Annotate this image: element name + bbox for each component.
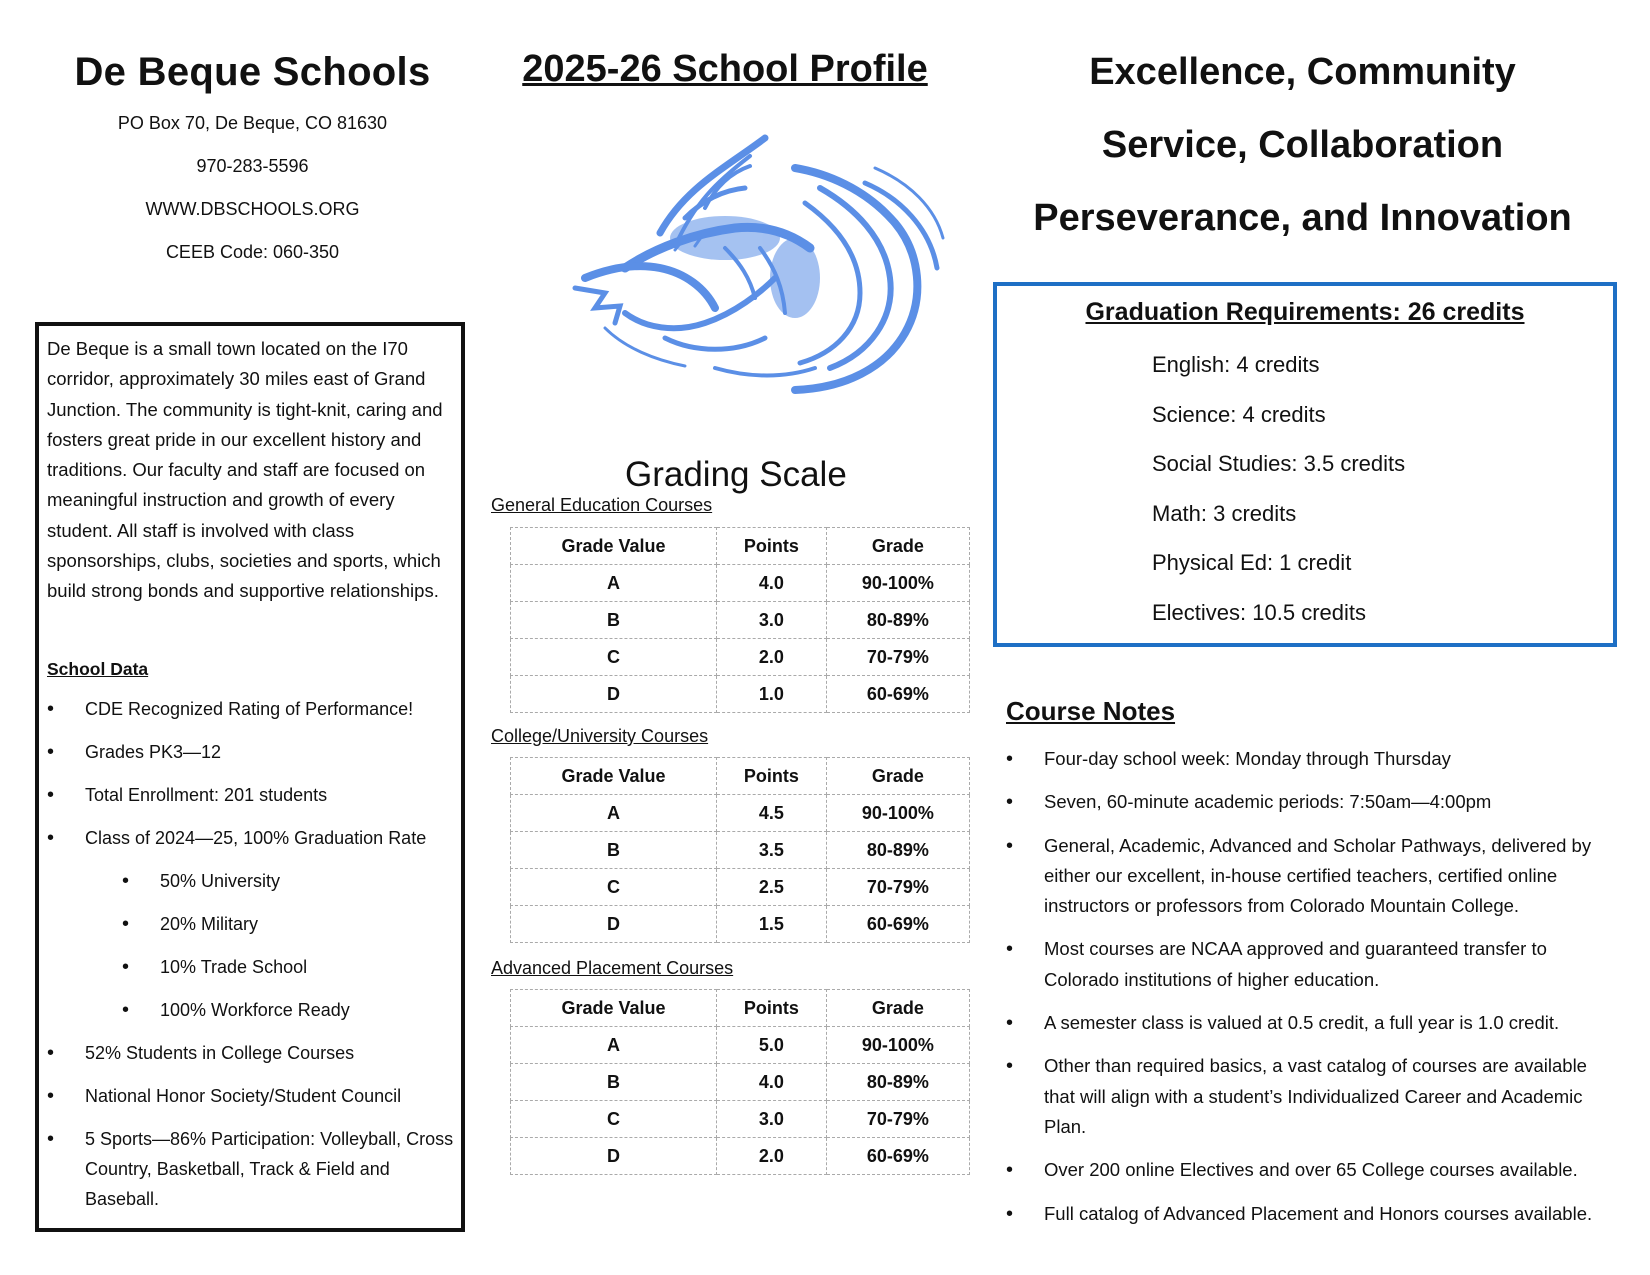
table-cell: A: [511, 1027, 717, 1064]
table-cell: 2.0: [716, 639, 826, 676]
requirement-item: Social Studies: 3.5 credits: [1152, 451, 1406, 476]
table-cell: 60-69%: [826, 1138, 969, 1175]
table-header-row: [511, 990, 970, 1027]
table-cell: 80-89%: [826, 602, 969, 639]
school-data-list: [47, 694, 455, 1214]
table-cell: 90-100%: [826, 795, 969, 832]
school-data-item: • Class of 2024—25, 100% Graduation Rate: [47, 823, 455, 853]
table-cell: A: [511, 795, 717, 832]
course-note: • Full catalog of Advanced Placement and Honors courses available.: [1006, 1199, 1606, 1229]
table-cell: 3.0: [716, 602, 826, 639]
table-cell: C: [511, 1101, 717, 1138]
school-data-item: • Total Enrollment: 201 students: [47, 780, 455, 810]
table-cell: D: [511, 676, 717, 713]
table-cell: 80-89%: [826, 1064, 969, 1101]
header-points: Points: [716, 758, 826, 795]
header-grade-value: Grade Value: [511, 990, 717, 1027]
table-header-row: [511, 758, 970, 795]
grading-table-ap: [510, 989, 970, 1175]
table-row: [511, 1101, 970, 1138]
school-data-item: • CDE Recognized Rating of Performance!: [47, 694, 455, 724]
about-box: [35, 322, 465, 1232]
course-note: • Other than required basics, a vast catalog of courses are available that will align with a student’s Individualized Career and Academic Plan.: [1006, 1051, 1606, 1142]
school-website: WWW.DBSCHOOLS.ORG: [145, 199, 360, 219]
table-cell: 1.5: [716, 906, 826, 943]
dragon-logo-icon: [565, 128, 945, 398]
about-text: De Beque is a small town located on the I70 corridor, approximately 30 miles east of Grand Junction. The community is tight-knit, caring and fosters great pride in our excellent history and traditions. Our faculty and staff are focused on meaningful instruction and growth of every student. All staff is involved with class sponsorships, clubs, societies and sports, which build strong bonds and supportive relationships.: [47, 338, 443, 602]
school-data-subitem: • 20% Military: [47, 909, 455, 939]
graduation-requirements-title: Graduation Requirements: 26 credits: [1085, 298, 1525, 326]
right-column: [990, 0, 1630, 1224]
course-notes-title: Course Notes: [1006, 696, 1176, 726]
table-cell: 4.5: [716, 795, 826, 832]
school-data-subitem: • 50% University: [47, 866, 455, 896]
table-row: [511, 795, 970, 832]
table-row: [511, 565, 970, 602]
grading-table-general: [510, 527, 970, 713]
table-cell: 70-79%: [826, 869, 969, 906]
table-row: [511, 602, 970, 639]
course-note: • Most courses are NCAA approved and guaranteed transfer to Colorado institutions of higher education.: [1006, 934, 1606, 995]
school-data-item: • Grades PK3—12: [47, 737, 455, 767]
requirement-item: Physical Ed: 1 credit: [1152, 550, 1352, 575]
header-points: Points: [716, 990, 826, 1027]
table-row: [511, 869, 970, 906]
header-points: Points: [716, 528, 826, 565]
table-cell: C: [511, 639, 717, 676]
table-cell: 4.0: [716, 1064, 826, 1101]
school-data-item: • National Honor Society/Student Council: [47, 1081, 455, 1111]
table-cell: 3.5: [716, 832, 826, 869]
table-cell: B: [511, 602, 717, 639]
table-row: [511, 906, 970, 943]
profile-title: 2025-26 School Profile: [522, 48, 928, 90]
motto-line: Perseverance, and Innovation: [1033, 197, 1572, 239]
ceeb-code: CEEB Code: 060-350: [165, 242, 340, 262]
table-cell: A: [511, 565, 717, 602]
requirement-item: Math: 3 credits: [1152, 500, 1297, 526]
header-grade-value: Grade Value: [511, 758, 717, 795]
table-cell: C: [511, 869, 717, 906]
school-data-title: School Data: [47, 658, 149, 679]
requirement-item: English: 4 credits: [1152, 352, 1320, 377]
school-motto: [975, 36, 1630, 255]
requirement-item: Electives: 10.5 credits: [1152, 599, 1366, 625]
grading-scale-title: Grading Scale: [625, 455, 847, 494]
table-cell: 2.0: [716, 1138, 826, 1175]
table-cell: 70-79%: [826, 1101, 969, 1138]
table-cell: 90-100%: [826, 1027, 969, 1064]
table-cell: 5.0: [716, 1027, 826, 1064]
table-caption-college: College/University Courses: [491, 726, 709, 746]
table-caption-general: General Education Courses: [491, 495, 713, 515]
course-note: • Four-day school week: Monday through Thursday: [1006, 744, 1606, 774]
table-row: [511, 1027, 970, 1064]
table-cell: B: [511, 832, 717, 869]
school-address: PO Box 70, De Beque, CO 81630: [117, 113, 388, 133]
motto-line: Service, Collaboration: [1101, 124, 1504, 166]
table-caption-ap: Advanced Placement Courses: [491, 958, 734, 978]
motto-line: Excellence, Community: [1089, 51, 1516, 93]
table-row: [511, 676, 970, 713]
left-column: [30, 0, 475, 1209]
header-grade: Grade: [826, 990, 969, 1027]
school-phone: 970-283-5596: [196, 156, 309, 176]
table-cell: 1.0: [716, 676, 826, 713]
course-note: • Seven, 60-minute academic periods: 7:50am—4:00pm: [1006, 787, 1606, 817]
table-cell: D: [511, 1138, 717, 1175]
table-cell: 70-79%: [826, 639, 969, 676]
table-cell: D: [511, 906, 717, 943]
table-row: [511, 1138, 970, 1175]
table-cell: 60-69%: [826, 676, 969, 713]
table-row: [511, 1064, 970, 1101]
header-grade: Grade: [826, 758, 969, 795]
table-cell: 4.0: [716, 565, 826, 602]
course-note: • Over 200 online Electives and over 65 College courses available.: [1006, 1155, 1606, 1185]
table-cell: 2.5: [716, 869, 826, 906]
header-grade: Grade: [826, 528, 969, 565]
table-row: [511, 639, 970, 676]
graduation-requirements-box: [993, 282, 1617, 647]
header-grade-value: Grade Value: [511, 528, 717, 565]
school-data-item: • 52% Students in College Courses: [47, 1038, 455, 1068]
requirement-item: Science: 4 credits: [1152, 401, 1326, 427]
course-notes-list: [1006, 744, 1606, 1242]
table-cell: 60-69%: [826, 906, 969, 943]
table-cell: 3.0: [716, 1101, 826, 1138]
table-cell: 90-100%: [826, 565, 969, 602]
table-row: [511, 832, 970, 869]
graduation-requirements-list: [997, 340, 1613, 637]
table-cell: B: [511, 1064, 717, 1101]
table-header-row: [511, 528, 970, 565]
course-note: • A semester class is valued at 0.5 credit, a full year is 1.0 credit.: [1006, 1008, 1606, 1038]
school-name: De Beque Schools: [74, 50, 431, 94]
grading-table-college: [510, 757, 970, 943]
school-data-item: • 5 Sports—86% Participation: Volleyball, Cross Country, Basketball, Track & Field and Baseball.: [47, 1124, 455, 1214]
middle-column: [485, 0, 985, 1166]
table-cell: 80-89%: [826, 832, 969, 869]
course-note: • General, Academic, Advanced and Scholar Pathways, delivered by either our excellent, in-house certified teachers, certified online instructors or professors from Colorado Mountain College.: [1006, 831, 1606, 922]
school-data-subitem: • 100% Workforce Ready: [47, 995, 455, 1025]
school-data-subitem: • 10% Trade School: [47, 952, 455, 982]
